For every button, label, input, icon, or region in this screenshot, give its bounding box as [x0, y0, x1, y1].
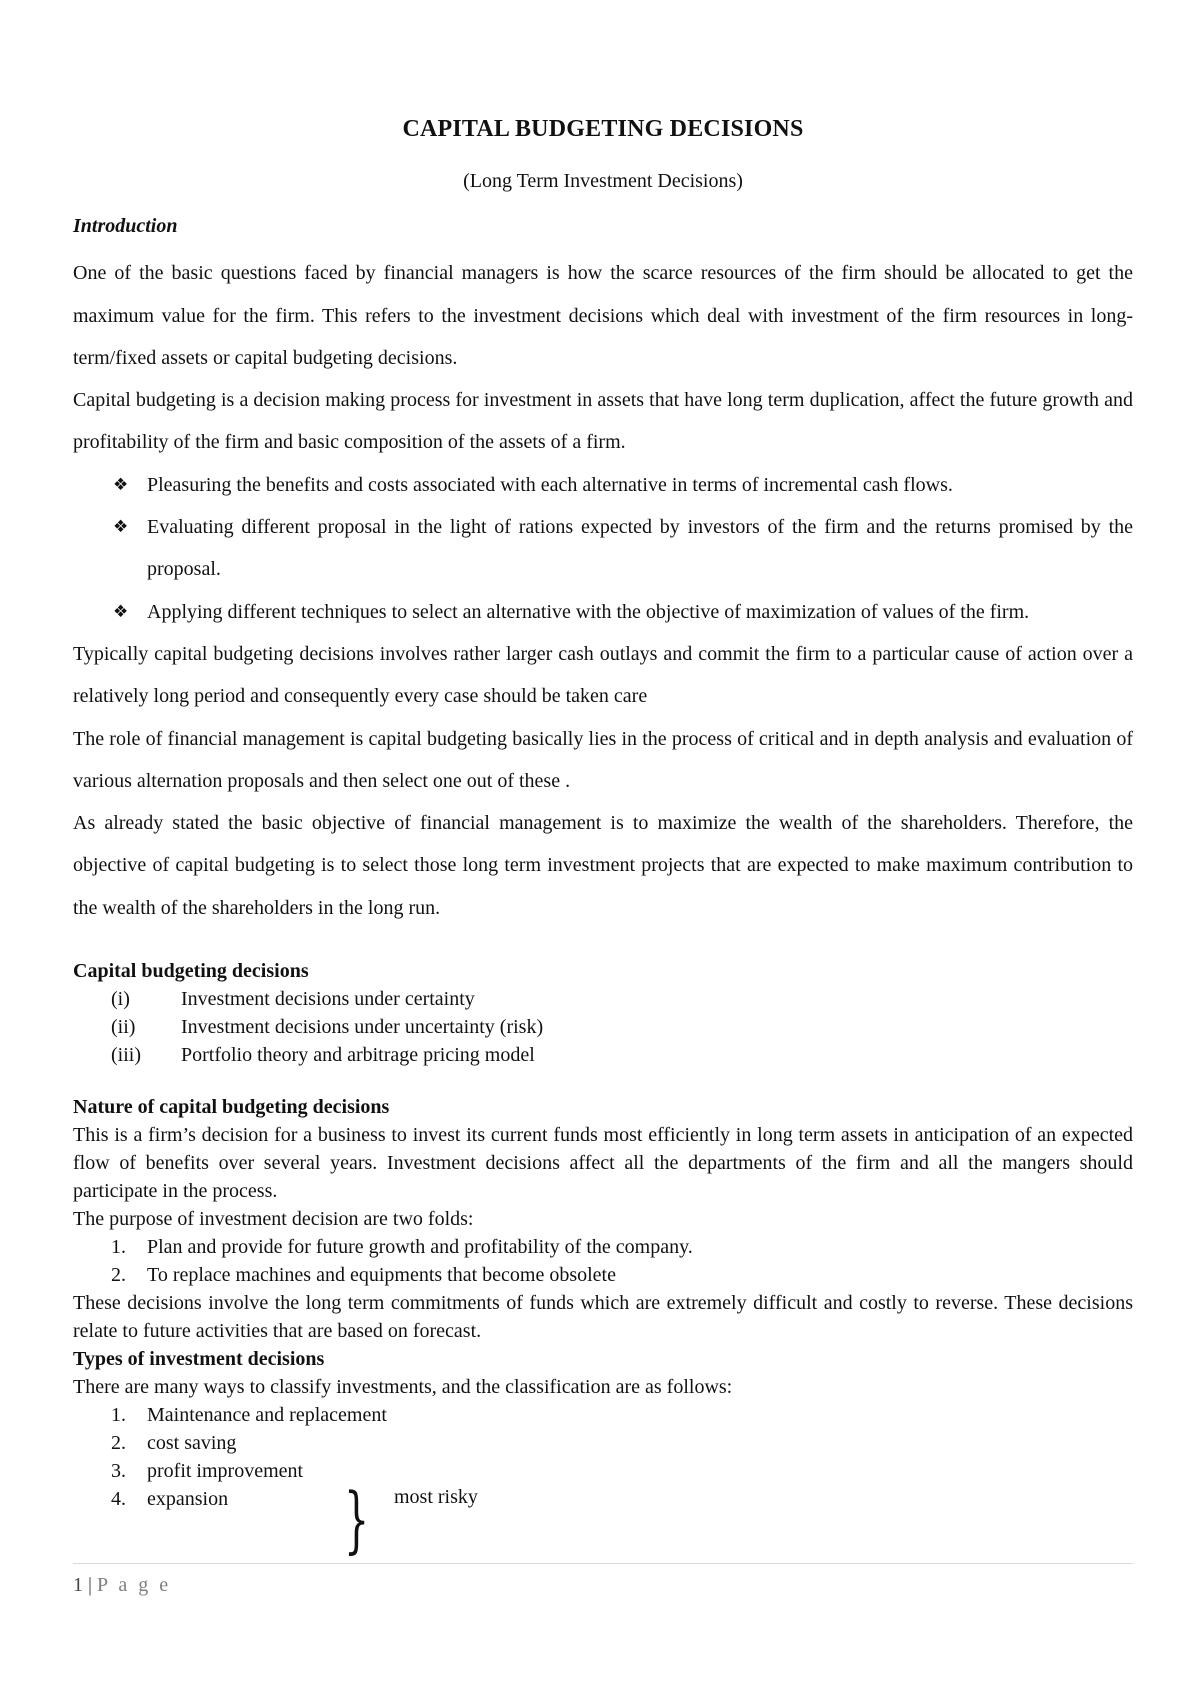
list-text: Investment decisions under uncertainty (risk): [181, 1016, 544, 1039]
list-text: cost saving: [147, 1432, 237, 1455]
capital-budgeting-decisions-heading: Capital budgeting decisions: [73, 960, 309, 983]
nature-paragraph-2: The purpose of investment decision are two folds:: [73, 1208, 474, 1231]
list-text: expansion: [147, 1488, 229, 1511]
list-number: 3.: [111, 1460, 126, 1483]
spacer: [73, 1069, 1133, 1093]
spacer: [73, 929, 1133, 957]
list-text: Portfolio theory and arbitrage pricing model: [181, 1044, 535, 1067]
nature-paragraph-3: These decisions involve the long term commitments of funds which are extremely difficult and costly to reverse. These decisions relate to future activities that are based on forecast.: [73, 1292, 1133, 1343]
diamond-bullet-icon: ❖: [113, 601, 129, 622]
purpose-list: [73, 1233, 1133, 1289]
list-number: (i): [111, 988, 130, 1011]
brace-label: most risky: [394, 1486, 478, 1509]
introduction-section: [73, 210, 1133, 1562]
grouping-brace: [344, 1477, 478, 1563]
introduction-heading: Introduction: [73, 215, 178, 237]
list-number: 2.: [111, 1432, 126, 1455]
list-text: Plan and provide for future growth and profitability of the company.: [147, 1236, 693, 1259]
list-number: 1.: [111, 1236, 126, 1259]
diamond-bullet-icon: ❖: [113, 517, 129, 538]
list-number: (iii): [111, 1044, 141, 1067]
list-item: [111, 1233, 1133, 1261]
types-heading: Types of investment decisions: [73, 1348, 325, 1371]
page-footer: [73, 1574, 171, 1597]
list-number: 1.: [111, 1404, 126, 1427]
list-item: [111, 1477, 1133, 1562]
bullet-text: Evaluating different proposal in the light of rations expected by investors of the firm and the returns promised by the proposal.: [147, 516, 1133, 581]
list-item: [111, 1457, 1133, 1485]
intro-paragraph-2: Capital budgeting is a decision making process for investment in assets that have long term duplication, affect the future growth and profitability of the firm and basic composition of the assets of a firm.: [73, 389, 1133, 454]
list-text: To replace machines and equipments that become obsolete: [147, 1264, 616, 1287]
list-text: Investment decisions under certainty: [181, 988, 475, 1011]
bullet-text: Pleasuring the benefits and costs associated with each alternative in terms of incremental cash flows.: [147, 473, 953, 496]
investment-types-list: [73, 1401, 1133, 1562]
list-number: 4.: [111, 1488, 126, 1511]
decision-types-list: [73, 985, 1133, 1069]
list-item: [111, 1401, 1133, 1429]
right-brace-icon: }: [344, 1477, 370, 1562]
intro-paragraph-3: Typically capital budgeting decisions involves rather larger cash outlays and commit the firm to a particular cause of action over a relatively long period and consequently every case should be taken care: [73, 642, 1133, 708]
footer-divider: [73, 1563, 1133, 1564]
intro-paragraph-5: As already stated the basic objective of financial management is to maximize the wealth of the shareholders. Therefore, the objective of capital budgeting is to select those long term investment projects that are expected to make maximum contribution to the wealth of the shareholders in the long run.: [73, 812, 1133, 919]
footer-separator: |: [88, 1574, 93, 1596]
capital-budgeting-decisions-section: [73, 957, 1133, 1562]
page-number: 1: [73, 1574, 83, 1596]
list-item: [111, 1429, 1133, 1457]
list-item: [111, 1013, 1133, 1041]
list-item: [111, 1041, 1133, 1069]
bullet-item: [113, 506, 1133, 591]
bullet-item: [113, 591, 1133, 633]
intro-paragraph-4: The role of financial management is capital budgeting basically lies in the process of critical and in depth analysis and evaluation of various alternation proposals and then select one out of these .: [73, 727, 1133, 792]
list-number: 2.: [111, 1264, 126, 1287]
document-subtitle: (Long Term Investment Decisions): [463, 170, 743, 192]
page-label: P a g e: [97, 1574, 172, 1596]
diamond-bullet-icon: ❖: [113, 474, 129, 495]
document-title: CAPITAL BUDGETING DECISIONS: [402, 116, 804, 142]
intro-paragraph-1: One of the basic questions faced by financial managers is how the scarce resources of the firm should be allocated to get the maximum value for the firm. This refers to the investment decisions which deal with investment of the firm resources in long-term/fixed assets or capital budgeting decisions.: [73, 262, 1133, 369]
bullet-text: Applying different techniques to select an alternative with the objective of maximization of values of the firm.: [147, 600, 1030, 623]
document-page: [73, 0, 1133, 1696]
bullet-item: [113, 464, 1133, 506]
list-text: Maintenance and replacement: [147, 1404, 387, 1427]
list-text: profit improvement: [147, 1460, 304, 1483]
nature-heading: Nature of capital budgeting decisions: [73, 1096, 390, 1119]
types-paragraph: There are many ways to classify investments, and the classification are as follows:: [73, 1376, 733, 1399]
list-item: [111, 1261, 1133, 1289]
nature-paragraph-1: This is a firm’s decision for a business to invest its current funds most efficiently in long term assets in anticipation of an expected flow of benefits over several years. Investment decisions affect all the departments of the firm and all the mangers should participate in the process.: [73, 1124, 1133, 1203]
intro-bullet-list: [73, 464, 1133, 633]
list-item: [111, 985, 1133, 1013]
list-number: (ii): [111, 1016, 136, 1039]
